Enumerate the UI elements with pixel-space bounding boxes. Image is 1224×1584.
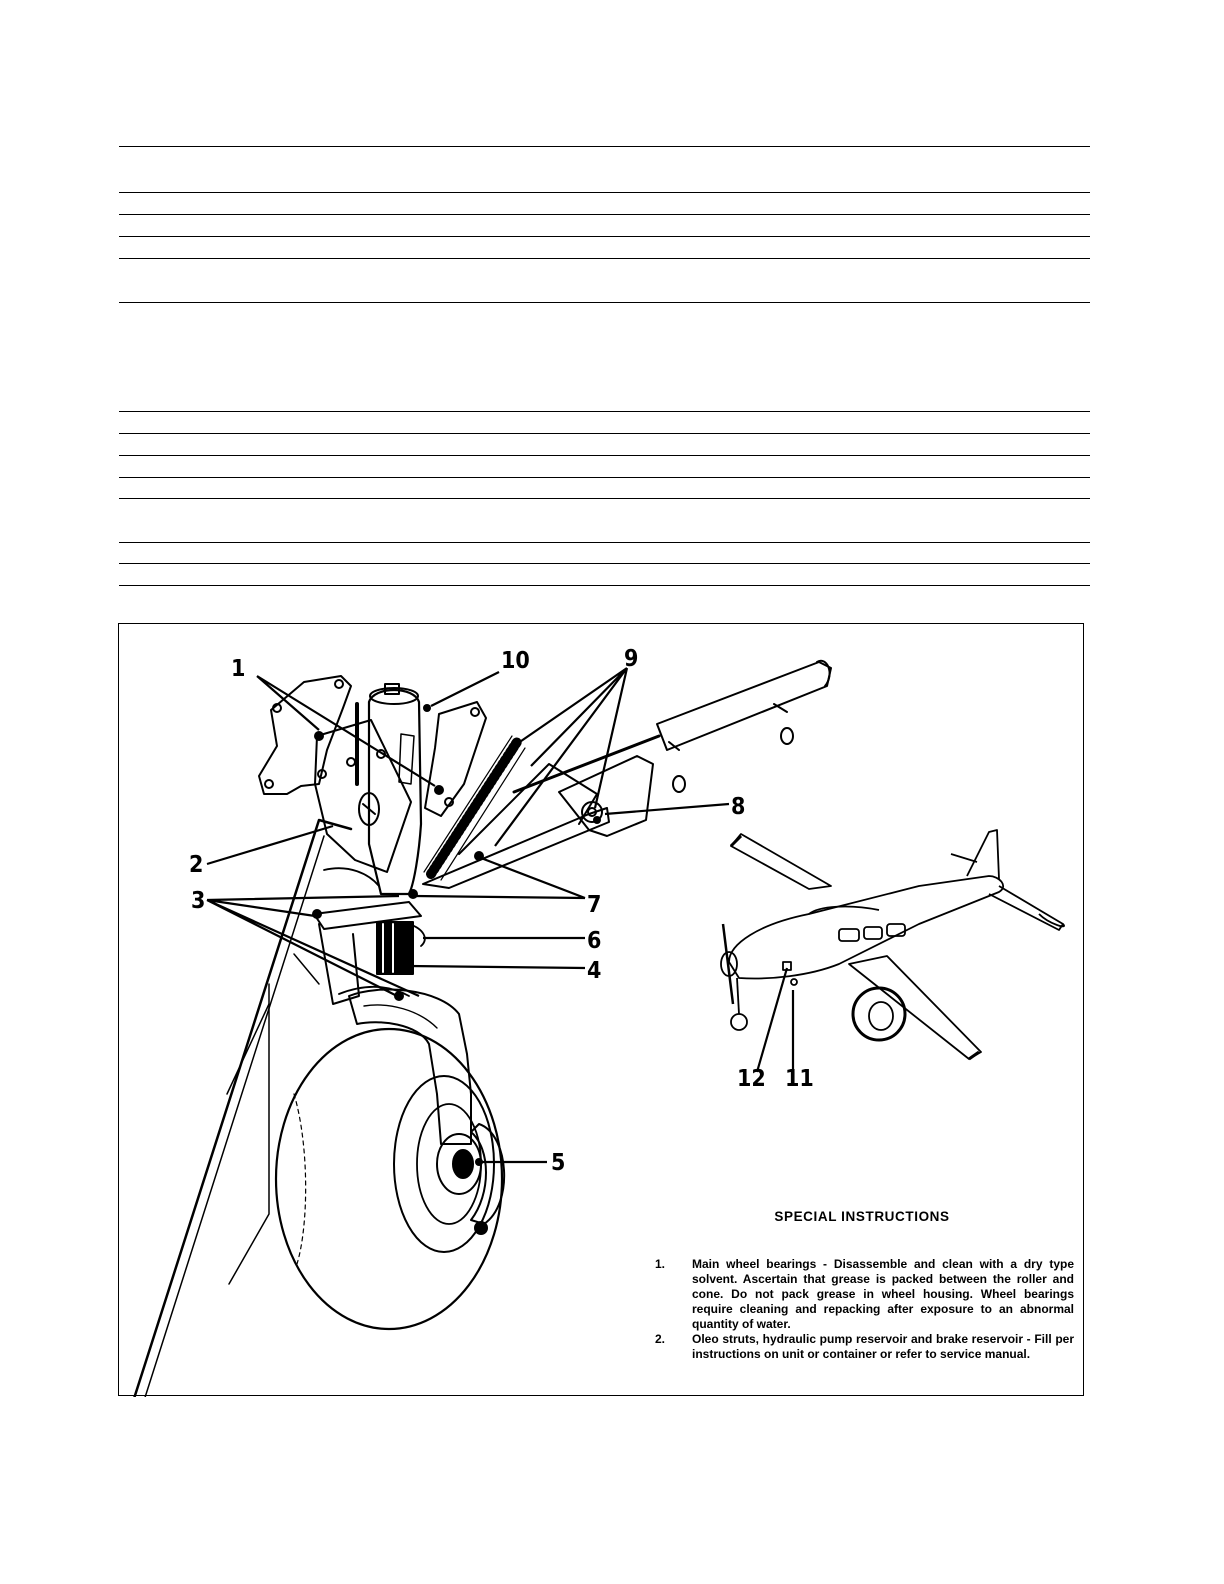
- callout-7: 7: [587, 892, 602, 918]
- rule-line: [119, 236, 1090, 237]
- callout-8: 8: [731, 794, 746, 820]
- airplane-right-wing: [849, 956, 981, 1059]
- rule-line: [119, 433, 1090, 434]
- airplane-main-wheel-callout: [853, 988, 905, 1040]
- callout-5: 5: [551, 1150, 566, 1176]
- airplane-canopy: [809, 907, 879, 914]
- airplane-vertical-tail: [967, 830, 999, 879]
- callout-12: 12: [737, 1066, 766, 1092]
- airplane-left-wing: [731, 834, 831, 889]
- instruction-number: 2.: [655, 1332, 666, 1346]
- callout-4: 4: [587, 958, 602, 984]
- airplane-inset: [721, 830, 1064, 1059]
- callout-2: 2: [189, 852, 204, 878]
- mounting-bracket: [259, 676, 351, 794]
- grease-fitting: [593, 816, 601, 824]
- grease-fitting: [434, 785, 444, 795]
- grease-fitting: [423, 704, 431, 712]
- rule-line: [119, 214, 1090, 215]
- fork-leg: [349, 990, 471, 1144]
- airplane-horizontal-tail: [951, 854, 1063, 930]
- rule-line: [119, 498, 1090, 499]
- callout-10: 10: [501, 648, 530, 674]
- rule-line: [119, 563, 1090, 564]
- instruction-text: Main wheel bearings - Disassemble and clean with a dry type solvent. Ascertain that grease is packed between the roller and cone. Do not pack grease in wheel housing. Wheel bearings require cleaning and repacking after exposure to an abnormal quantity of water.: [692, 1257, 1074, 1331]
- callout-6: 6: [587, 928, 602, 954]
- wheel-well-door: [131, 820, 351, 1397]
- airplane-nose-gear: [737, 978, 739, 1014]
- rule-line: [119, 302, 1090, 303]
- rule-line: [119, 455, 1090, 456]
- rule-line: [119, 192, 1090, 193]
- callout-11: 11: [785, 1066, 814, 1092]
- grease-fitting: [314, 731, 324, 741]
- grease-fitting: [312, 909, 322, 919]
- instruction-number: 1.: [655, 1257, 666, 1271]
- callout-3: 3: [191, 888, 206, 914]
- rule-line: [119, 585, 1090, 586]
- lubrication-figure: [118, 623, 1084, 1396]
- grease-fitting: [408, 889, 418, 899]
- rule-line: [119, 411, 1090, 412]
- leader-lines: [207, 668, 793, 1162]
- rule-line: [119, 542, 1090, 543]
- rule-line: [119, 146, 1090, 147]
- callout-1: 1: [231, 656, 246, 682]
- special-instructions-title: SPECIAL INSTRUCTIONS: [774, 1209, 950, 1224]
- oleo-strut-cylinder: [369, 690, 421, 894]
- airplane-propeller: [723, 924, 733, 1004]
- rule-line: [119, 258, 1090, 259]
- instruction-text: Oleo struts, hydraulic pump reservoir and brake reservoir - Fill per instructions on unit or container or refer to service manual.: [692, 1332, 1074, 1361]
- callout-9: 9: [624, 646, 639, 672]
- rule-line: [119, 477, 1090, 478]
- hydraulic-actuator: [657, 662, 831, 750]
